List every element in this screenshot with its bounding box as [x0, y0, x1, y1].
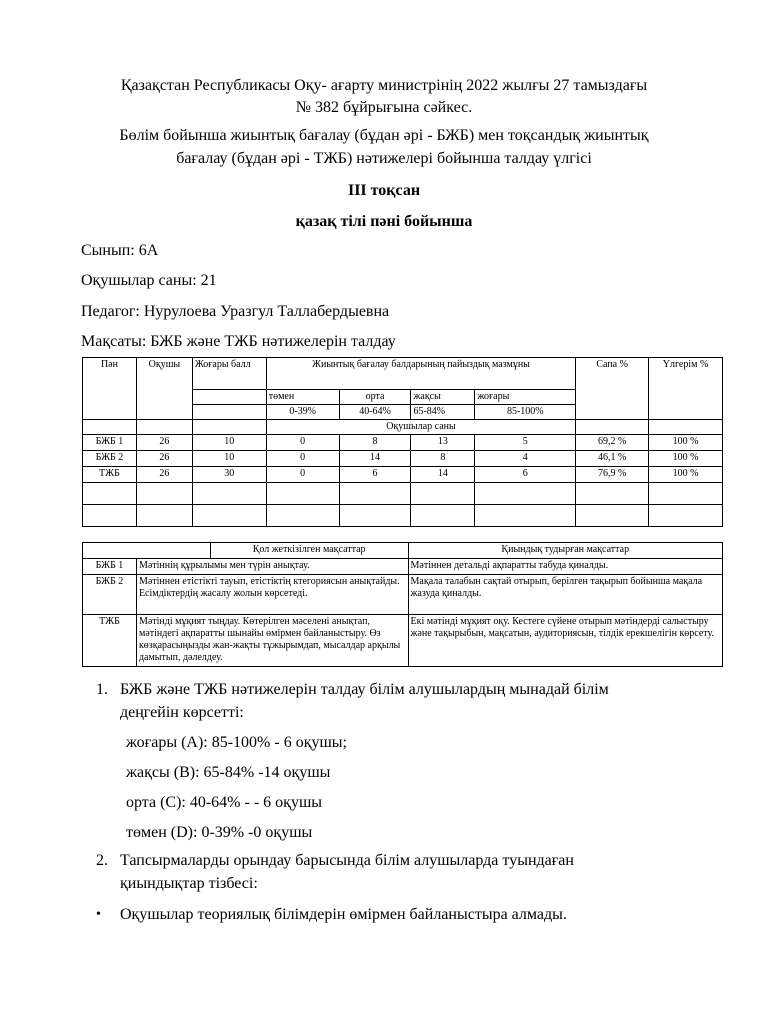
level-b: жақсы (B): 65-84% -14 оқушы: [126, 764, 331, 781]
list-item-2-line-2: қиындықтар тізбесі:: [120, 875, 258, 892]
range-mid: 40-64%: [339, 405, 411, 420]
header-difficult: Қиындық тудырған мақсаттар: [408, 543, 722, 559]
subject-title: қазақ тілі пәні бойынша: [295, 213, 473, 230]
empty-row: [83, 483, 723, 505]
table-row: БЖБ 1 Мәтіннің құрылымы мен түрін анықтау. Мәтіннен детальді ақпаратты табуда қиналды.: [83, 559, 723, 575]
header-line-2: № 382 бұйрығына сәйкес.: [295, 99, 473, 116]
table-row: ТЖБ 26 30 0 6 14 6 76,9 % 100 %: [83, 467, 723, 483]
list-item-1-line-2: деңгейін көрсетті:: [120, 704, 244, 721]
table-row: ТЖБ Мәтінді мұқият тыңдау. Көтерілген мәселені анықтап, мәтіндегі ақпаратты шынайы өмірмен байланыстыру. Өз көзқарасыңызды жан-жақты тұжырымдап, мысалдар арқылы дамытып, дәлелдеу. Екі мәтінді мұқият оқу. Кестеге сүйене отырып мәтіндерді салыстыру және тақырыбын, мақсатын, аудиториясын, тілдік ерекшелігін көрсету.: [83, 615, 723, 667]
empty-row: [83, 505, 723, 527]
range-low: 0-39%: [266, 405, 339, 420]
list-number-1: 1.: [96, 681, 108, 698]
level-mid: орта: [339, 390, 411, 405]
teacher-info: Педагог: Нурулоева Уразгул Таллабердыевна: [81, 303, 390, 320]
list-item-2-line-1: Тапсырмаларды орындау барысында білім алушыларда туындаған: [120, 852, 574, 869]
table-row: БЖБ 2 26 10 0 14 8 4 46,1 % 100 %: [83, 451, 723, 467]
level-a: жоғары (A): 85-100% - 6 оқушы;: [126, 734, 347, 751]
goals-table: [82, 542, 723, 667]
header-progress: Үлгерім %: [649, 358, 723, 420]
header-content: Жиынтық бағалау балдарының пайыздық мазмұны: [266, 358, 575, 390]
header-line-1: Қазақстан Республикасы Оқу- ағарту министрінің 2022 жылғы 27 тамыздағы: [120, 77, 648, 94]
range-good: 65-84%: [411, 405, 475, 420]
header-achieved: Қол жеткізілген мақсаттар: [210, 543, 408, 559]
list-number-2: 2.: [96, 852, 108, 869]
header-subject: Пән: [83, 358, 137, 420]
list-item-1-line-1: БЖБ және ТЖБ нәтижелерін талдау білім алушылардың мынадай білім: [120, 681, 609, 698]
header-line-3: Бөлім бойынша жиынтық бағалау (бұдан әрі - БЖБ) мен тоқсандық жиынтық: [119, 127, 649, 144]
table-row: БЖБ 2 Мәтіннен етістікті тауып, етістіктің ктегориясын анықтайды. Есімдіктердің жасалу жолын көрсетеді. Мақала талабын сақтай отырып, берілген тақырып бойынша мақала жазуда қиналды.: [83, 575, 723, 615]
level-high: жоғары: [475, 390, 576, 405]
level-d: төмен (D): 0-39% -0 оқушы: [126, 824, 313, 841]
goal-info: Мақсаты: БЖБ және ТЖБ нәтижелерін талдау: [81, 333, 396, 350]
bullet-icon: •: [96, 907, 101, 922]
quarter-title: ІІІ тоқсан: [347, 182, 421, 199]
table-row: БЖБ 1 26 10 0 8 13 5 69,2 % 100 %: [83, 435, 723, 451]
header-student: Оқушы: [136, 358, 192, 420]
list-bullet-1: Оқушылар теориялық білімдерін өмірмен байланыстыра алмады.: [120, 906, 567, 923]
results-table: [82, 357, 723, 527]
header-max-score: Жоғары балл: [192, 358, 266, 390]
class-info: Сынып: 6А: [81, 242, 159, 259]
students-info: Оқушылар саны: 21: [81, 272, 217, 289]
header-quality: Сапа %: [576, 358, 649, 420]
range-high: 85-100%: [475, 405, 576, 420]
level-good: жақсы: [411, 390, 475, 405]
header-line-4: бағалау (бұдан әрі - ТЖБ) нәтижелері бойынша талдау үлгісі: [176, 150, 592, 167]
students-count-label: Оқушылар саны: [266, 420, 575, 435]
level-c: орта (C): 40-64% - - 6 оқушы: [126, 794, 323, 811]
level-low: төмен: [266, 390, 339, 405]
